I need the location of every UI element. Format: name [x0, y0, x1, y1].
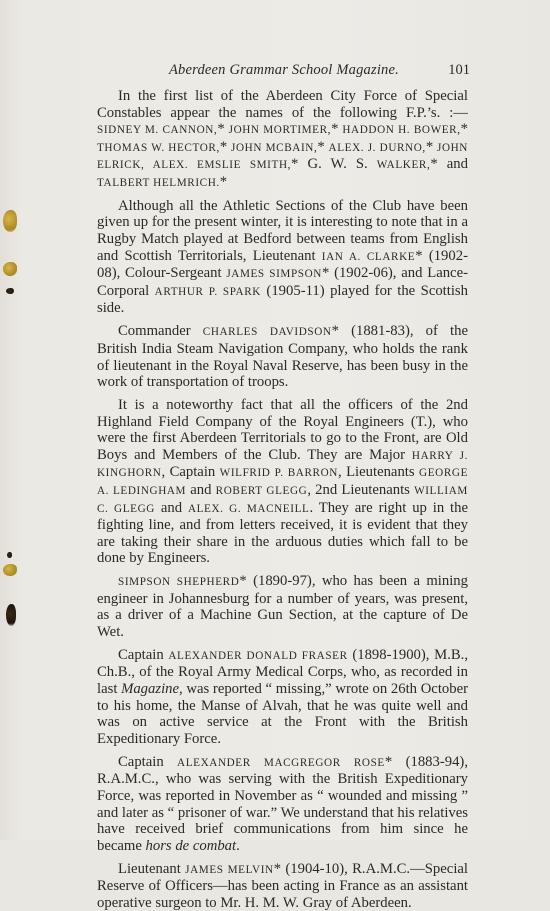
- name-small-caps: ALEXANDER MACGREGOR ROSE: [177, 756, 385, 769]
- paragraph: [97, 323, 468, 390]
- name-small-caps: JAMES MELVIN: [185, 863, 274, 876]
- text-run: *: [425, 138, 437, 155]
- text-run: *: [217, 121, 229, 138]
- text-run: , 2nd Lieutenants: [307, 481, 415, 498]
- text-run: * and: [430, 156, 468, 173]
- paragraph: [97, 397, 468, 567]
- text-run: *: [331, 121, 343, 138]
- name-small-caps: IAN A. CLARKE: [321, 250, 416, 263]
- name-small-caps: ROBERT GLEGG: [215, 484, 308, 497]
- text-run: * (1883-94), R.A.M.C., who was serving with the British Expeditionary Force, was reported in November as “ wounded and missing ” and later as “ prisoner of war.” We understand that his relatives have received brief communications from him since he became: [97, 753, 468, 854]
- text-run: and: [186, 481, 216, 498]
- paragraph: [97, 198, 468, 317]
- name-small-caps: JOHN MORTIMER,: [228, 124, 332, 137]
- text-run: *: [460, 121, 468, 138]
- binding-stain: [7, 552, 12, 558]
- name-small-caps: ALEX. J. DURNO,: [328, 141, 426, 154]
- text-run: (1905-11) played for the Scottish side.: [97, 282, 468, 317]
- name-small-caps: WILLIAM C. GLEGG: [97, 484, 468, 515]
- text-run: In the first list of the Aberdeen City Force of Special Constables appear the names of the following F.P.’s. :—: [97, 88, 468, 121]
- running-title: Aberdeen Grammar School Magazine.: [169, 62, 399, 78]
- paragraph: [97, 647, 468, 748]
- text-run: Although all the Athletic Sections of the Club have been given up for the present winter, it is interesting to note that in a Rugby Match played at Bedford between teams from English and Scottish Territorials, Lieutenant: [97, 197, 468, 264]
- page-header: [98, 62, 470, 80]
- text-run: Captain: [118, 646, 169, 663]
- text-run: * (1904-10), R.A.M.C.—Special Reserve of Officers—has been acting in France as an assistant operative surgeon to Mr. H. M. W. Gray of Aberdeen.: [97, 860, 468, 911]
- name-small-caps: CHARLES DAVIDSON: [202, 326, 332, 339]
- binding-stain: [3, 262, 17, 276]
- name-small-caps: HARRY J. KINGHORN: [97, 449, 468, 480]
- name-small-caps: JOHN MCBAIN,: [231, 141, 318, 154]
- article-body: [97, 88, 468, 911]
- name-small-caps: WALKER,: [376, 159, 431, 172]
- name-small-caps: SIMPSON SHEPHERD: [118, 576, 240, 589]
- text-run: .: [236, 837, 240, 854]
- binding-stain: [6, 604, 16, 626]
- text-run: It is a noteworthy fact that all the officers of the 2nd Highland Field Company of the Royal Engineers (T.), who were the first Aberdeen Territorials to go to the Front, are Old Boys and Members of the Club. They are Major: [97, 396, 468, 463]
- text-run: . They are right up in the fighting line, and from letters received, it is evident that they are taking their share in the arduous duties which fall to be done by Engineers.: [97, 499, 468, 567]
- text-run: *: [219, 138, 232, 155]
- text-run: , Captain: [161, 464, 220, 481]
- text-run: * (1881-83), of the British India Steam Navigation Company, who holds the rank of lieutenant in the Royal Naval Reserve, has been busy in the work of transportation of troops.: [97, 323, 468, 391]
- italic-text: hors de combat: [145, 837, 237, 854]
- text-run: (1898-1900), M.B., Ch.B., of the Royal Army Medical Corps, who, as recorded in last: [97, 646, 469, 698]
- text-run: and: [154, 499, 188, 516]
- text-run: * G. W. S.: [291, 156, 377, 173]
- page-number: 101: [448, 62, 470, 78]
- name-small-caps: JAMES SIMPSON: [226, 268, 322, 281]
- text-run: , was reported “ missing,” wrote on 26th October to his home, the Manse of Alvah, that he was quite well and was on active service at the Front with the British Expeditionary Force.: [97, 681, 468, 747]
- name-small-caps: WILFRID P. BARRON: [219, 467, 338, 480]
- text-run: *: [219, 173, 228, 190]
- paragraph: [97, 88, 468, 192]
- paragraph: [97, 861, 468, 911]
- name-small-caps: GEORGE A. LEDINGHAM: [97, 467, 468, 497]
- text-run: * (1902-08), Colour-Sergeant: [97, 247, 468, 282]
- text-run: , Lieutenants: [337, 464, 420, 481]
- text-run: *: [317, 138, 329, 155]
- name-small-caps: THOMAS W. HECTOR,: [97, 141, 220, 154]
- text-run: Captain: [118, 753, 178, 770]
- name-small-caps: ARTHUR P. SPARK: [154, 285, 261, 298]
- text-run: Lieutenant: [118, 860, 186, 877]
- binding-stain: [6, 288, 14, 294]
- binding-stain: [3, 564, 17, 576]
- name-small-caps: TALBERT HELMRICH.: [97, 176, 220, 189]
- name-small-caps: ALEX. G. MACNEILL: [187, 502, 310, 515]
- name-small-caps: JOHN ELRICK, ALEX. EMSLIE SMITH,: [97, 141, 468, 172]
- paragraph: [97, 573, 468, 640]
- text-run: * (1902-06), and Lance-Corporal: [97, 265, 468, 299]
- text-run: Commander: [118, 323, 203, 340]
- italic-text: Magazine: [121, 681, 180, 698]
- binding-stain: [3, 210, 17, 232]
- name-small-caps: HADDON H. BOWER,: [342, 124, 461, 137]
- name-small-caps: ALEXANDER DONALD FRASER: [168, 649, 348, 662]
- name-small-caps: SIDNEY M. CANNON,: [97, 124, 218, 137]
- text-run: * (1890-97), who has been a mining engineer in Johannesburg for a number of years, was present, as a driver of a Machine Gun Section, at the capture of De Wet.: [97, 573, 468, 640]
- paragraph: [97, 754, 468, 855]
